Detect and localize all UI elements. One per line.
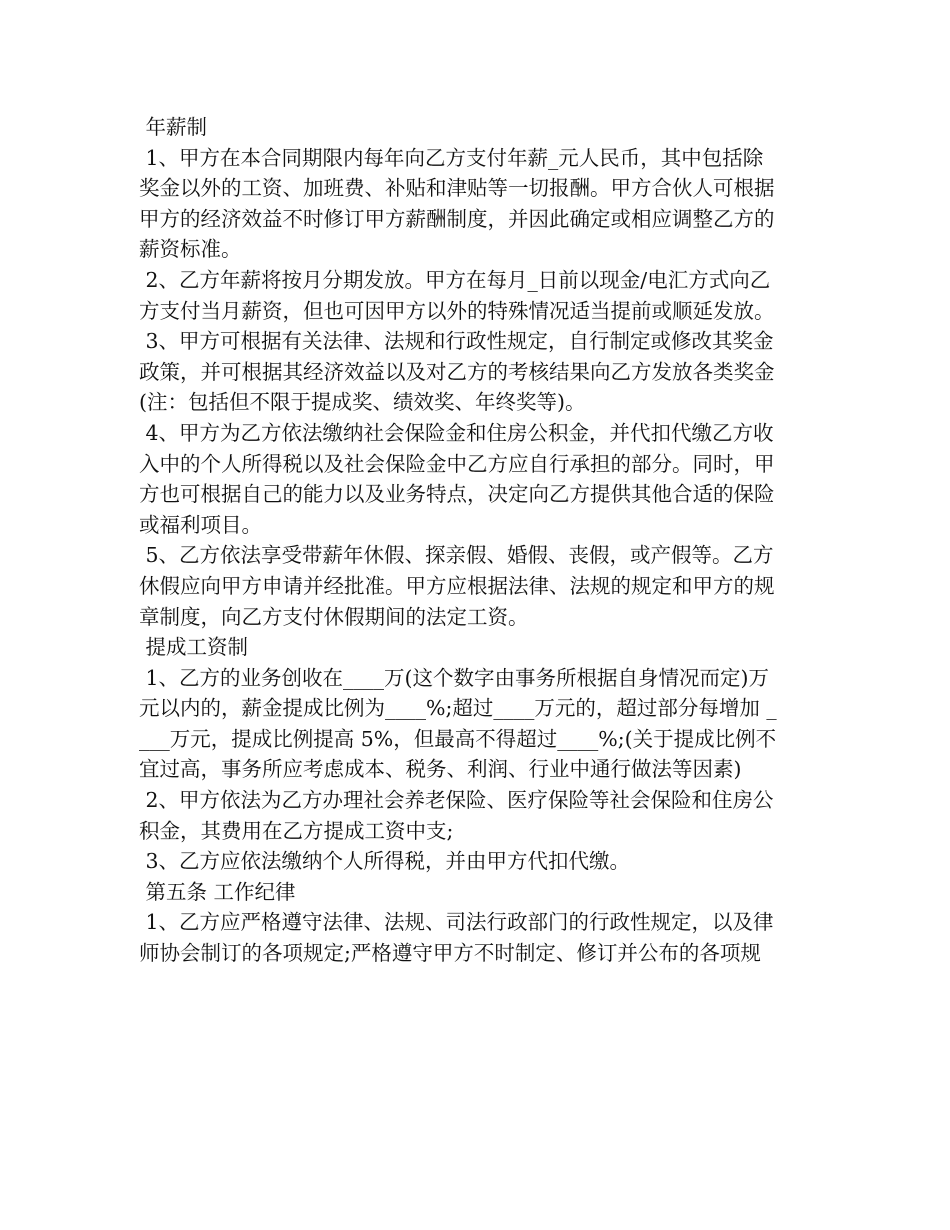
paragraph-line: 入中的个人所得税以及社会保险金中乙方应自行承担的部分。同时，甲 bbox=[139, 451, 775, 476]
paragraph-line: 3、乙方应依法缴纳个人所得税，并由甲方代扣代缴。 bbox=[139, 849, 631, 874]
section-heading-article-five: 第五条 工作纪律 bbox=[139, 879, 296, 904]
paragraph-line: 政策，并可根据其经济效益以及对乙方的考核结果向乙方发放各类奖金 bbox=[139, 359, 775, 384]
paragraph-line: 2、乙方年薪将按月分期发放。甲方在每月_日前以现金/电汇方式向乙 bbox=[139, 267, 771, 292]
paragraph-line: 薪资标准。 bbox=[139, 237, 242, 262]
paragraph-line: 章制度，向乙方支付休假期间的法定工资。 bbox=[139, 604, 529, 629]
paragraph-line: 宜过高，事务所应考虑成本、税务、利润、行业中通行做法等因素) bbox=[139, 757, 742, 782]
paragraph-line: 3、甲方可根据有关法律、法规和行政性规定，自行制定或修改其奖金 bbox=[139, 329, 774, 354]
paragraph-line: ___万元，提成比例提高 5%，但最高不得超过____%;(关于提成比例不 bbox=[139, 726, 777, 751]
paragraph-line: 方也可根据自己的能力以及业务特点，决定向乙方提供其他合适的保险 bbox=[139, 482, 775, 507]
paragraph-line: 奖金以外的工资、加班费、补贴和津贴等一切报酬。甲方合伙人可根据 bbox=[139, 176, 775, 201]
paragraph-line: 方支付当月薪资，但也可因甲方以外的特殊情况适当提前或顺延发放。 bbox=[139, 298, 775, 323]
paragraph-line: 1、乙方的业务创收在____万(这个数字由事务所根据自身情况而定)万 bbox=[139, 665, 770, 690]
paragraph-line: 4、甲方为乙方依法缴纳社会保险金和住房公积金，并代扣代缴乙方收 bbox=[139, 420, 774, 445]
paragraph-line: 师协会制订的各项规定;严格遵守甲方不时制定、修订并公布的各项规 bbox=[139, 941, 761, 966]
section-heading-commission-salary: 提成工资制 bbox=[139, 635, 249, 660]
paragraph-line: 积金，其费用在乙方提成工资中支; bbox=[139, 818, 454, 843]
paragraph-line: 2、甲方依法为乙方办理社会养老保险、医疗保险等社会保险和住房公 bbox=[139, 788, 774, 813]
paragraph-line: 1、甲方在本合同期限内每年向乙方支付年薪_元人民币，其中包括除 bbox=[139, 145, 764, 170]
paragraph-line: 或福利项目。 bbox=[139, 512, 262, 537]
paragraph-line: 5、乙方依法享受带薪年休假、探亲假、婚假、丧假，或产假等。乙方 bbox=[139, 543, 774, 568]
section-heading-annual-salary: 年薪制 bbox=[139, 115, 208, 139]
paragraph-line: 休假应向甲方申请并经批准。甲方应根据法律、法规的规定和甲方的规 bbox=[139, 573, 775, 598]
paragraph-line: 1、乙方应严格遵守法律、法规、司法行政部门的行政性规定，以及律 bbox=[139, 910, 774, 935]
document-body bbox=[139, 112, 819, 969]
paragraph-line: 甲方的经济效益不时修订甲方薪酬制度，并因此确定或相应调整乙方的 bbox=[139, 206, 775, 231]
paragraph-line: (注：包括但不限于提成奖、绩效奖、年终奖等)。 bbox=[139, 390, 586, 415]
paragraph-line: 元以内的，薪金提成比例为____%;超过____万元的，超过部分每增加 _ bbox=[139, 696, 777, 721]
